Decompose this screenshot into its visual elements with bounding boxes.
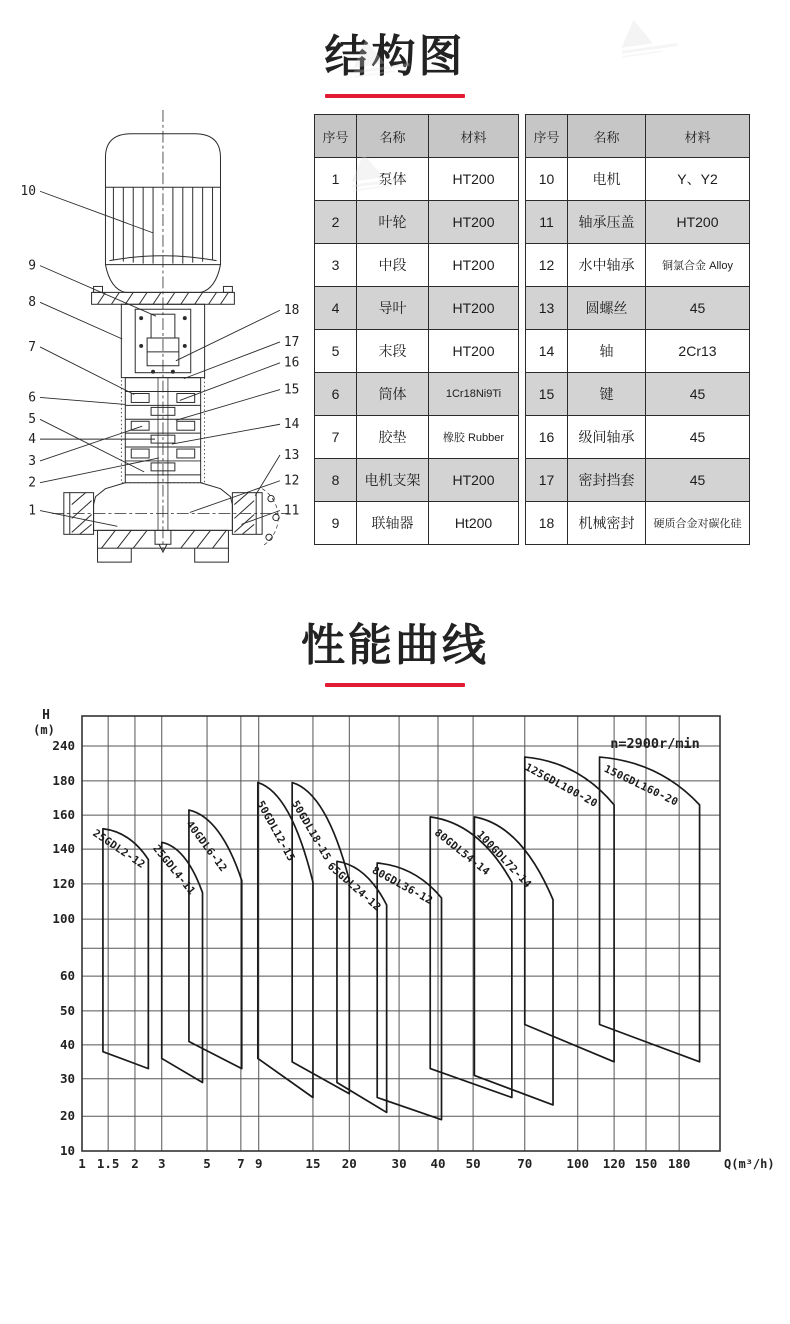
part-name: 键 — [568, 373, 646, 416]
part-no: 12 — [526, 244, 568, 287]
x-tick-label: 30 — [391, 1156, 407, 1171]
table-row — [526, 330, 750, 373]
x-tick-label: 70 — [517, 1156, 533, 1171]
performance-chart-section — [0, 693, 790, 1218]
part-number-label: 13 — [283, 447, 300, 463]
x-axis-label: Q(m³/h) — [724, 1157, 775, 1171]
part-number-label: 2 — [28, 475, 37, 491]
leader-line — [190, 481, 280, 513]
leader-line — [176, 310, 280, 361]
y-tick-label: 180 — [52, 772, 75, 788]
structure-section-header — [0, 0, 790, 98]
col-header-name: 名称 — [357, 115, 429, 158]
y-tick-label: 40 — [59, 1036, 75, 1052]
part-no: 17 — [526, 459, 568, 502]
part-name: 联轴器 — [357, 502, 429, 545]
part-name: 筒体 — [357, 373, 429, 416]
y-tick-label: 160 — [52, 807, 75, 823]
pump-envelope-125GDL100-20 — [522, 757, 614, 1062]
x-tick-label: 5 — [203, 1156, 211, 1171]
x-tick-label: 100 — [566, 1156, 590, 1171]
x-tick-label: 9 — [254, 1156, 263, 1171]
part-material: HT200 — [429, 287, 519, 330]
y-tick-label: 120 — [52, 875, 75, 891]
leader-line — [40, 511, 117, 527]
table-row — [526, 459, 750, 502]
part-material: 硬质合金对碳化硅 — [646, 502, 750, 545]
part-number-label: 15 — [283, 382, 300, 398]
part-no: 1 — [315, 158, 357, 201]
part-no: 11 — [526, 201, 568, 244]
pump-model-label: 65GDL24-12 — [324, 860, 384, 914]
pump-model-label: 50GDL18-15 — [288, 798, 334, 863]
part-name: 中段 — [357, 244, 429, 287]
part-material: HT200 — [429, 158, 519, 201]
part-no: 18 — [526, 502, 568, 545]
x-tick-label: 2 — [131, 1156, 139, 1171]
pump-envelope-50GDL18-15 — [292, 783, 349, 1094]
table-row — [526, 244, 750, 287]
table-row — [315, 158, 519, 201]
part-no: 13 — [526, 287, 568, 330]
part-material: HT200 — [429, 330, 519, 373]
part-material: HT200 — [429, 459, 519, 502]
leader-line — [184, 342, 280, 379]
part-name: 末段 — [357, 330, 429, 373]
part-no: 14 — [526, 330, 568, 373]
part-number-label: 11 — [283, 503, 300, 519]
table-row — [526, 373, 750, 416]
part-material: Ht200 — [429, 502, 519, 545]
part-number-label: 14 — [283, 417, 300, 433]
part-no: 9 — [315, 502, 357, 545]
col-header-no: 序号 — [526, 115, 568, 158]
leader-line — [172, 424, 280, 444]
table-row — [526, 201, 750, 244]
y-tick-label: 140 — [52, 841, 75, 857]
x-tick-label: 20 — [341, 1156, 357, 1171]
x-tick-label: 1 — [78, 1156, 86, 1171]
part-number-label: 10 — [20, 184, 37, 200]
col-header-name: 名称 — [568, 115, 646, 158]
part-no: 6 — [315, 373, 357, 416]
part-material: 45 — [646, 459, 750, 502]
part-material: 橡胶 Rubber — [429, 416, 519, 459]
part-no: 16 — [526, 416, 568, 459]
y-tick-label: 50 — [59, 1002, 75, 1018]
parts-tables — [314, 114, 750, 545]
x-tick-label: 3 — [157, 1156, 166, 1171]
part-number-label: 4 — [28, 432, 37, 448]
part-no: 5 — [315, 330, 357, 373]
leader-line — [40, 266, 156, 317]
part-name: 圆螺丝 — [568, 287, 646, 330]
col-header-material: 材料 — [646, 115, 750, 158]
part-material: 45 — [646, 373, 750, 416]
leader-line — [40, 191, 153, 233]
part-number-label: 17 — [283, 334, 300, 350]
table-row — [315, 459, 519, 502]
part-name: 级间轴承 — [568, 416, 646, 459]
table-row — [526, 416, 750, 459]
part-name: 机械密封 — [568, 502, 646, 545]
pump-artwork — [52, 110, 288, 562]
structure-title: 结构图 — [324, 32, 466, 81]
pump-model-label: 100GDL72-14 — [474, 828, 534, 891]
structure-section — [0, 98, 790, 575]
pump-model-label: 25GDL4-11 — [150, 842, 198, 898]
part-number-label: 5 — [28, 412, 37, 428]
part-material: Y、Y2 — [646, 158, 750, 201]
y-tick-label: 100 — [52, 911, 75, 927]
table-row — [315, 330, 519, 373]
part-number-label: 9 — [28, 258, 37, 274]
part-material: 2Cr13 — [646, 330, 750, 373]
part-material: 45 — [646, 287, 750, 330]
table-row — [315, 416, 519, 459]
parts-table-left — [314, 114, 519, 545]
part-number-label: 6 — [28, 390, 37, 406]
y-tick-label: 30 — [59, 1070, 75, 1086]
x-tick-label: 40 — [430, 1156, 446, 1171]
part-number-label: 12 — [283, 473, 300, 489]
leader-line — [40, 347, 134, 395]
leader-line — [40, 426, 142, 461]
col-header-no: 序号 — [315, 115, 357, 158]
part-name: 轴 — [568, 330, 646, 373]
x-tick-label: 150 — [634, 1156, 658, 1171]
y-tick-label: 60 — [59, 968, 75, 984]
leader-line — [40, 302, 122, 339]
col-header-material: 材料 — [429, 115, 519, 158]
part-material: 45 — [646, 416, 750, 459]
part-number-label: 8 — [28, 295, 37, 311]
performance-title: 性能曲线 — [301, 621, 489, 670]
part-material: 1Cr18Ni9Ti — [429, 373, 519, 416]
performance-title-underline — [325, 683, 465, 687]
leader-line — [40, 397, 125, 404]
pump-model-label: 150GDL160-20 — [602, 762, 681, 809]
leader-line — [241, 511, 280, 525]
pump-structure-drawing — [6, 104, 314, 575]
part-number-label: 16 — [283, 355, 300, 371]
part-material: 铜氯合金 Alloy — [646, 244, 750, 287]
part-material: HT200 — [429, 244, 519, 287]
pump-model-label: 50GDL12-15 — [254, 798, 298, 864]
performance-curve-chart — [15, 693, 775, 1213]
table-header-row — [526, 115, 750, 158]
part-no: 15 — [526, 373, 568, 416]
part-material: HT200 — [646, 201, 750, 244]
table-row — [315, 201, 519, 244]
y-tick-label: 10 — [59, 1143, 75, 1158]
pump-model-label: 40GDL6-12 — [183, 818, 230, 875]
part-number-label: 3 — [28, 453, 37, 469]
table-row — [315, 244, 519, 287]
part-no: 3 — [315, 244, 357, 287]
y-axis-label: H — [42, 708, 50, 723]
pump-cross-section-drawing — [6, 104, 314, 570]
x-tick-label: 180 — [667, 1156, 691, 1171]
parts-table-right — [525, 114, 750, 545]
part-name: 叶轮 — [357, 201, 429, 244]
part-number-label: 18 — [283, 303, 300, 319]
x-tick-label: 1.5 — [96, 1156, 120, 1171]
part-name: 水中轴承 — [568, 244, 646, 287]
performance-section-header — [0, 575, 790, 687]
y-tick-label: 20 — [59, 1108, 75, 1124]
speed-annotation: n=2900r/min — [610, 736, 700, 752]
part-name: 密封挡套 — [568, 459, 646, 502]
table-row — [315, 373, 519, 416]
pump-model-label: 80GDL54-14 — [431, 826, 492, 879]
part-name: 电机支架 — [357, 459, 429, 502]
part-name: 导叶 — [357, 287, 429, 330]
table-row — [315, 502, 519, 545]
table-row — [315, 287, 519, 330]
table-row — [526, 502, 750, 545]
table-header-row — [315, 115, 519, 158]
leader-line — [180, 363, 280, 401]
part-number-label: 7 — [28, 339, 37, 355]
x-tick-label: 15 — [305, 1156, 321, 1171]
leader-line — [255, 455, 280, 496]
part-material: HT200 — [429, 201, 519, 244]
x-tick-label: 50 — [465, 1156, 481, 1171]
part-name: 电机 — [568, 158, 646, 201]
x-tick-label: 7 — [237, 1156, 245, 1171]
table-row — [526, 158, 750, 201]
part-no: 10 — [526, 158, 568, 201]
part-no: 2 — [315, 201, 357, 244]
part-name: 胶垫 — [357, 416, 429, 459]
pump-model-label: 125GDL100-20 — [522, 761, 600, 810]
part-name: 泵体 — [357, 158, 429, 201]
part-number-label: 1 — [28, 503, 37, 519]
y-axis-unit: (m) — [33, 723, 55, 737]
part-no: 4 — [315, 287, 357, 330]
part-name: 轴承压盖 — [568, 201, 646, 244]
y-tick-label: 240 — [52, 738, 75, 754]
pump-model-label: 80GDL36-12 — [369, 864, 435, 908]
table-row — [526, 287, 750, 330]
pump-model-label: 25GDL2-12 — [90, 827, 148, 872]
part-no: 8 — [315, 459, 357, 502]
x-tick-label: 120 — [602, 1156, 626, 1171]
part-no: 7 — [315, 416, 357, 459]
